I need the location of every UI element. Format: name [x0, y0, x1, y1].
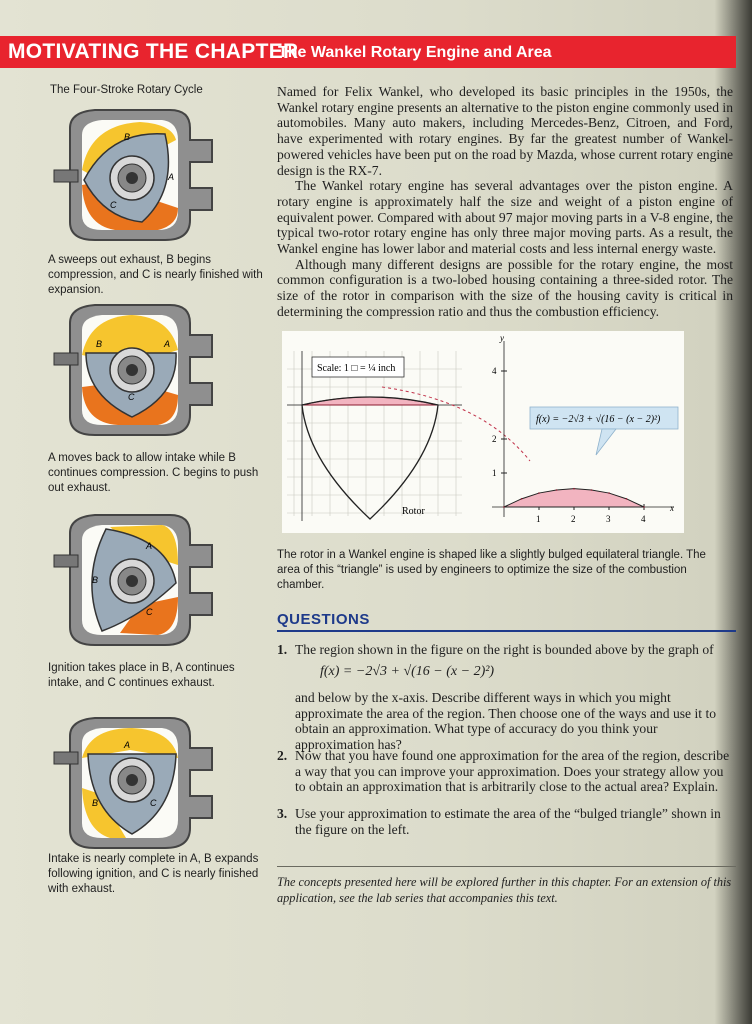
body-paragraph-2: The Wankel rotary engine has several advantages over the piston engine. A rotary engine is approximately half the size and weight of a piston engine of equivalent power. Compared with about 97 major moving parts in a V-8 engine, the typical two-rotor rotary engine has only three major moving parts. As a result, the Wankel engine has lower labor and material costs and less internal energy waste.: [277, 178, 733, 257]
engine-diagram-3: [40, 505, 250, 655]
y-tick-label: 1: [492, 468, 497, 478]
svg-text:A: A: [146, 541, 153, 551]
svg-text:C: C: [150, 798, 157, 808]
engine-caption-1: A sweeps out exhaust, B begins compression, and C is nearly finished with expansion.: [48, 254, 263, 296]
svg-text:B: B: [92, 798, 99, 808]
question-text: Now that you have found one approximation for the area of the region, describe a way that you can improve your approximation. Does your strategy allow you to obtain an approximation that is arbitrarily close to the actual area? Explain.: [295, 748, 730, 795]
area-region: [504, 489, 644, 507]
body-paragraph-3: Although many different designs are possible for the rotary engine, the most common configuration is a two-lobed housing containing a three-sided rotor. The size of the rotor in comparison with the size of the housing cavity is critical in determining the compression ratio and thus the combustion efficiency.: [277, 256, 733, 319]
engine-diagram-1: [40, 100, 250, 250]
area-point: [503, 506, 505, 508]
y-axis-label: y: [500, 333, 504, 343]
svg-text:B: B: [96, 339, 103, 349]
area-point: [591, 489, 593, 491]
sidebar-title: The Four-Stroke Rotary Cycle: [50, 84, 203, 96]
y-ticks: [492, 366, 507, 478]
svg-text:A: A: [164, 339, 171, 349]
svg-text:C: C: [110, 200, 117, 210]
area-point: [556, 489, 558, 491]
scale-label: Scale: 1 □ = ¼ inch: [317, 363, 396, 374]
x-tick-label: 2: [571, 514, 576, 524]
y-tick-label: 4: [492, 366, 497, 376]
area-point: [643, 506, 645, 508]
y-tick-label: 2: [492, 434, 497, 444]
question-number: 2.: [277, 748, 288, 763]
questions-rule: [277, 630, 736, 632]
svg-text:A: A: [124, 740, 131, 750]
area-point: [521, 498, 523, 500]
area-point: [538, 492, 540, 494]
body-text: [277, 84, 733, 320]
engine-caption-3: Ignition takes place in B, A continues intake, and C continues exhaust.: [48, 662, 235, 689]
questions-heading: QUESTIONS: [277, 611, 370, 628]
footer-note: The concepts presented here will be explored further in this chapter. For an extension of this application, see the lab series that accompanies this text.: [277, 875, 732, 905]
section-heading: MOTIVATING THE CHAPTER: [8, 40, 299, 63]
rotor-outline: [302, 397, 438, 519]
figure-caption: The rotor in a Wankel engine is shaped like a slightly bulged equilateral triangle. The area of this “triangle” is used by engineers to optimize the size of the combustion chamber.: [277, 549, 706, 591]
question-text: and below by the x-axis. Describe different ways in which you might approximate the area of the region. Then choose one of the ways and use it to obtain an approximation. What type of accuracy do you think your approximation has?: [295, 690, 717, 753]
engine-diagram-4: [40, 708, 250, 858]
area-point: [573, 488, 575, 490]
function-label: f(x) = −2√3 + √(16 − (x − 2)²): [536, 414, 661, 425]
area-point: [626, 498, 628, 500]
chapter-title: The Wankel Rotary Engine and Area: [278, 44, 552, 61]
rotor-figure: [282, 331, 684, 533]
x-axis-label: x: [670, 503, 674, 513]
engine-caption-2: A moves back to allow intake while B continues compression. C begins to push out exhaust.: [48, 452, 259, 494]
svg-text:B: B: [92, 575, 99, 585]
question-text: Use your approximation to estimate the area of the “bulged triangle” shown in the figure on the left.: [295, 806, 721, 837]
body-paragraph-1: Named for Felix Wankel, who developed its basic principles in the 1950s, the Wankel rotary engine presents an alternative to the piston engine commonly used in automobiles. Many auto makers, including Mercedes-Benz, Citroen, and Ford, have experimented with rotary engines. By far the greatest number of Wankel-powered vehicles have been put on the road by Mazda, whose current rotary engine design is the RX-7.: [277, 84, 733, 178]
svg-text:A: A: [168, 172, 175, 182]
svg-text:C: C: [146, 607, 153, 617]
svg-text:C: C: [128, 392, 135, 402]
area-point: [608, 492, 610, 494]
x-tick-label: 3: [606, 514, 611, 524]
svg-text:B: B: [124, 132, 131, 142]
question-text: The region shown in the figure on the right is bounded above by the graph of: [295, 642, 714, 657]
question-number: 3.: [277, 806, 288, 821]
rotor-label: Rotor: [402, 506, 425, 517]
x-tick-label: 1: [536, 514, 541, 524]
rotor-figure-svg: [282, 331, 684, 533]
question-number: 1.: [277, 642, 288, 657]
x-tick-label: 4: [641, 514, 646, 524]
question-formula: f(x) = −2√3 + √(16 − (x − 2)²): [320, 664, 495, 679]
footer-rule: [277, 866, 736, 867]
engine-caption-4: Intake is nearly complete in A, B expands following ignition, and C is nearly finished with exhaust.: [48, 853, 259, 895]
function-label-pointer: [596, 429, 616, 455]
engine-diagram-2: [40, 295, 250, 445]
